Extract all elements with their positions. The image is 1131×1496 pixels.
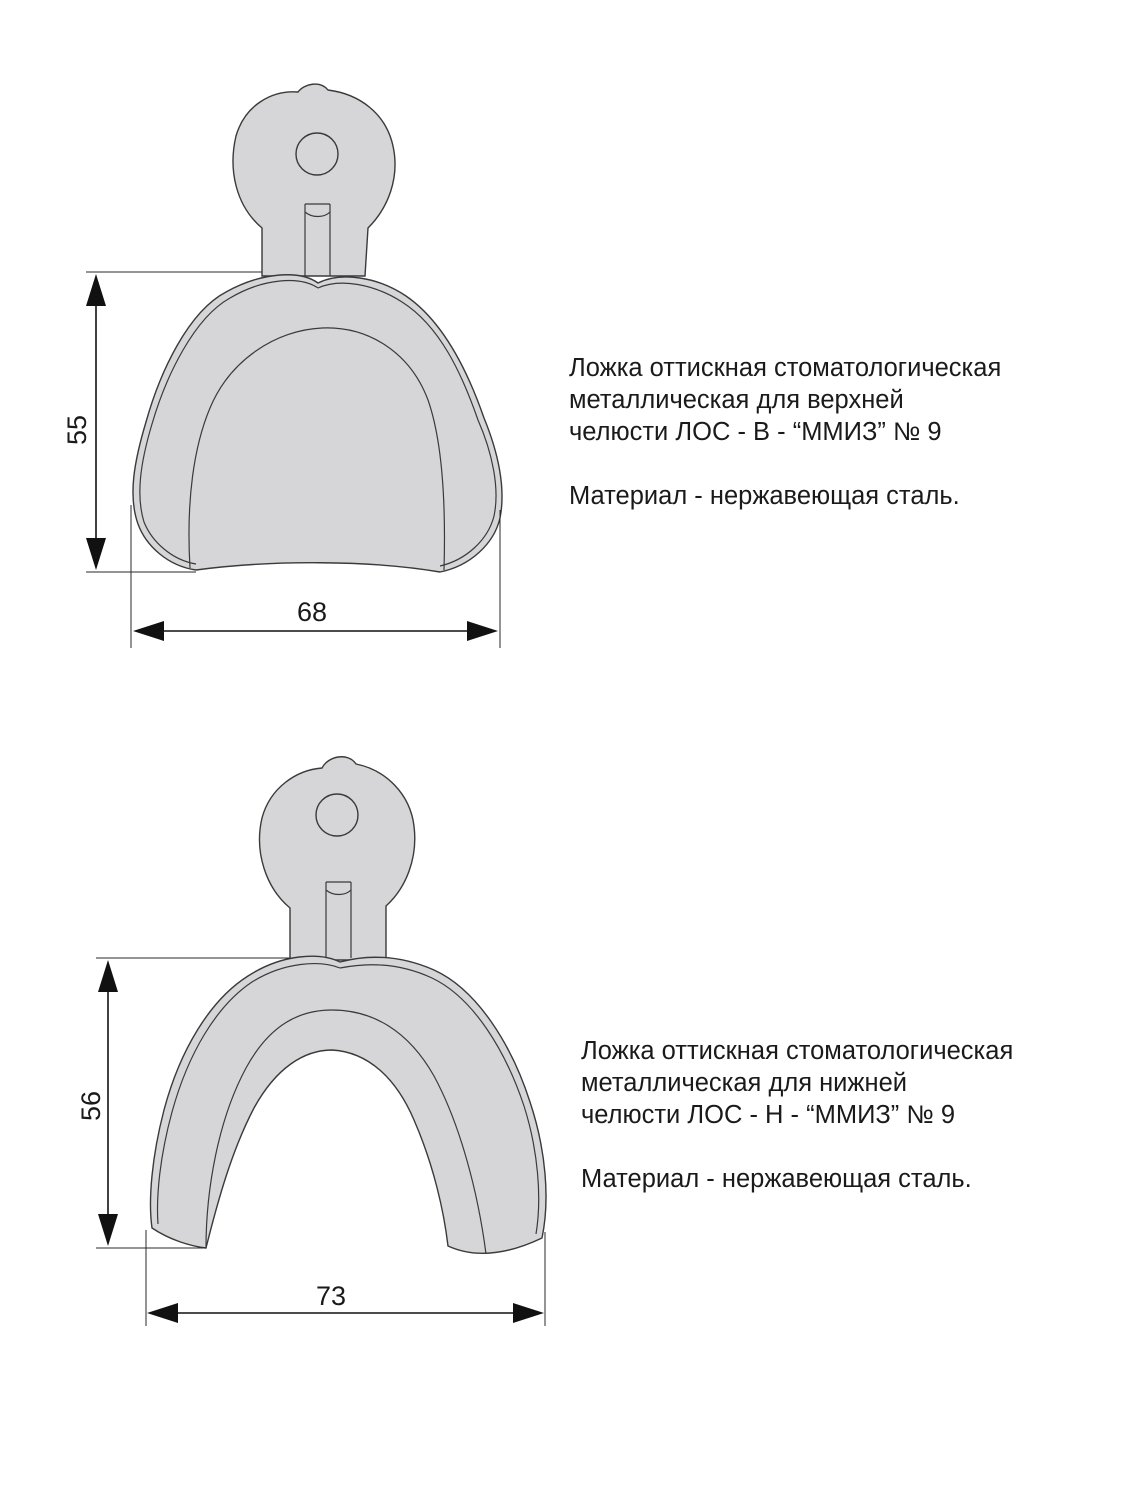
- arrow-up-icon: [86, 274, 106, 306]
- lower-tray-rivet: [316, 794, 358, 836]
- upper-tray-material: Материал - нержавеющая сталь.: [569, 482, 960, 510]
- arrow-down-icon: [86, 538, 106, 570]
- upper-tray-description-line-1: Ложка оттискная стоматологическая: [569, 354, 1002, 382]
- lower-tray-drawing: [151, 757, 547, 1254]
- dimension-label-73: 73: [315, 1281, 347, 1311]
- upper-tray-description-line-3: челюсти ЛОС - В - “ММИЗ” № 9: [569, 418, 942, 446]
- upper-tray-description: [569, 352, 1001, 512]
- dimension-label-68: 68: [296, 597, 328, 627]
- lower-tray-description-line-3: челюсти ЛОС - Н - “ММИЗ” № 9: [581, 1101, 956, 1129]
- upper-tray-description-line-2: металлическая для верхней: [569, 386, 904, 414]
- arrow-right-icon: [467, 621, 498, 641]
- dimension-label-55: 55: [62, 414, 92, 446]
- lower-tray-description-line-1: Ложка оттискная стоматологическая: [581, 1037, 1014, 1065]
- upper-tray-body: [133, 275, 502, 572]
- arrow-left-icon: [133, 621, 164, 641]
- lower-tray-description-line-2: металлическая для нижней: [581, 1069, 907, 1097]
- arrow-right-icon: [513, 1303, 544, 1323]
- upper-tray-handle: [233, 84, 395, 276]
- lower-tray-handle: [260, 757, 415, 960]
- lower-tray-body: [151, 956, 547, 1253]
- lower-tray-description: [581, 1035, 1013, 1195]
- arrow-up-icon: [98, 960, 118, 992]
- upper-tray-drawing: [133, 84, 502, 572]
- arrow-left-icon: [147, 1303, 178, 1323]
- dimension-label-56: 56: [76, 1090, 106, 1122]
- lower-tray-material: Материал - нержавеющая сталь.: [581, 1165, 972, 1193]
- arrow-down-icon: [98, 1214, 118, 1246]
- upper-tray-rivet: [296, 133, 338, 175]
